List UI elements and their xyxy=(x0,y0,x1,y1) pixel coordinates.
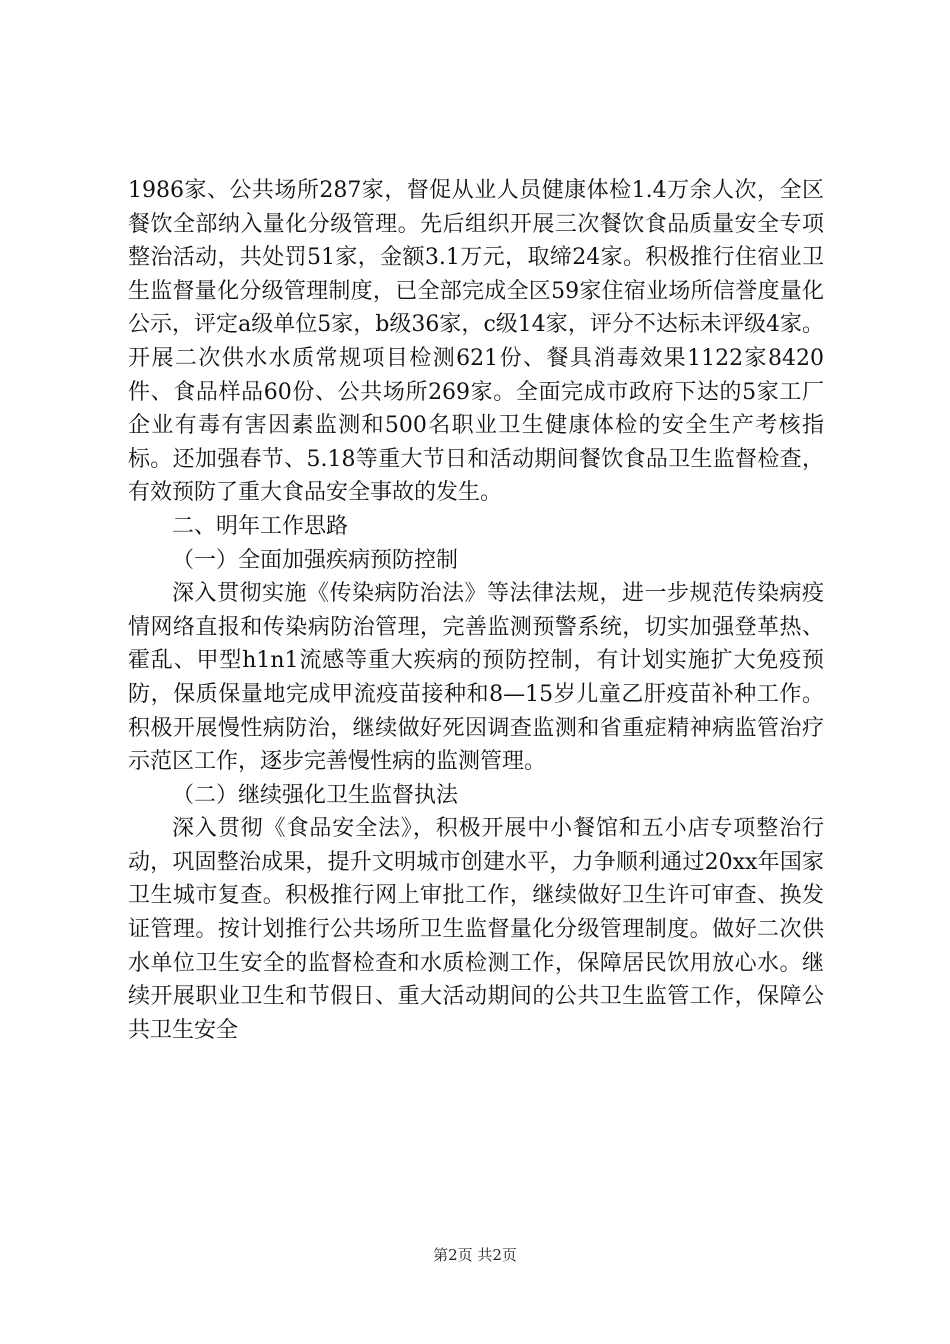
paragraph-health-supervision: 深入贯彻《食品安全法》，积极开展中小餐馆和五小店专项整治行动，巩固整治成果，提升文明城市创建水平，力争顺利通过20xx年国家卫生城市复查。积极推行网上审批工作，继续做好卫生许可审查、换发证管理。按计划推行公共场所卫生监督量化分级管理制度。做好二次供水单位卫生安全的监督检查和水质检测工作，保障居民饮用放心水。继续开展职业卫生和节假日、重大活动期间的公共卫生监管工作，保障公共卫生安全 xyxy=(128,816,824,1043)
paragraph-continuation: 1986家、公共场所287家，督促从业人员健康体检1.4万余人次，全区餐饮全部纳入量化分级管理。先后组织开展三次餐饮食品质量安全专项整治活动，共处罚51家，金额3.1万元，取缔24家。积极推行住宿业卫生监督量化分级管理制度，已全部完成全区59家住宿业场所信誉度量化公示，评定a级单位5家，b级36家，c级14家，评分不达标未评级4家。开展二次供水水质常规项目检测621份、餐具消毒效果1122家8420件、食品样品60份、公共场所269家。全面完成市政府下达的5家工厂企业有毒有害因素监测和500名职业卫生健康体检的安全生产考核指标。还加强春节、5.18等重大节日和活动期间餐饮食品卫生监督检查，有效预防了重大食品安全事故的发生。 xyxy=(128,178,824,506)
document-body xyxy=(128,174,824,1047)
page-number: 第2页 共2页 xyxy=(433,1246,517,1264)
section-heading-plan: 二、明年工作思路 xyxy=(172,513,349,539)
page-footer xyxy=(0,1244,950,1265)
subsection-heading-health-supervision: （二）继续强化卫生监督执法 xyxy=(172,782,459,808)
subsection-heading-disease-control: （一）全面加强疾病预防控制 xyxy=(172,547,459,573)
paragraph-disease-control: 深入贯彻实施《传染病防治法》等法律法规，进一步规范传染病疫情网络直报和传染病防治管理，完善监测预警系统，切实加强登革热、霍乱、甲型h1n1流感等重大疾病的预防控制，有计划实施扩大免疫预防，保质保量地完成甲流疫苗接种和8—15岁儿童乙肝疫苗补种工作。积极开展慢性病防治，继续做好死因调查监测和省重症精神病监管治疗示范区工作，逐步完善慢性病的监测管理。 xyxy=(128,581,824,775)
